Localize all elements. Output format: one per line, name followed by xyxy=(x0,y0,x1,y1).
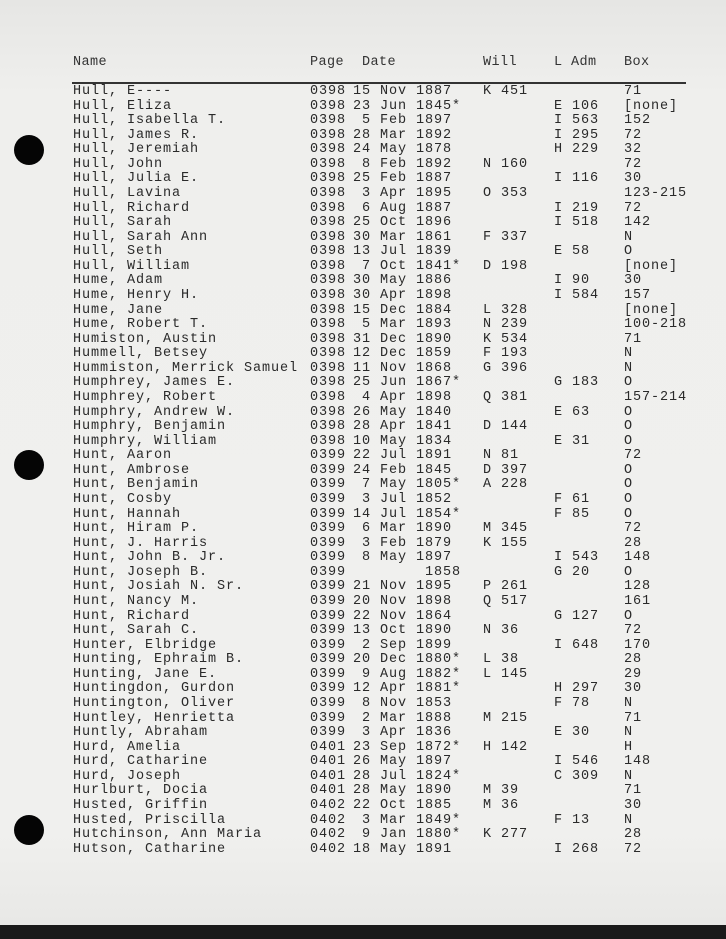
entry-box: N xyxy=(624,360,634,376)
entry-date: 22 Jul 1891 xyxy=(344,448,453,464)
entry-page: 0399 xyxy=(310,666,347,682)
entry-name: Humphry, Andrew W. xyxy=(73,404,236,420)
entry-name: Hume, Robert T. xyxy=(73,317,209,333)
entry-l-adm: I 219 xyxy=(554,200,600,216)
entry-name: Hunt, Aaron xyxy=(73,448,173,464)
entry-date: 9 Jan 1880* xyxy=(344,827,462,843)
entry-will: D 397 xyxy=(483,462,529,478)
entry-name: Hunt, Ambrose xyxy=(73,462,191,478)
entry-date: 5 Feb 1897 xyxy=(344,113,453,129)
entry-l-adm: I 518 xyxy=(554,215,600,231)
entry-will: Q 381 xyxy=(483,389,529,405)
entry-box: O xyxy=(624,375,634,391)
punch-hole xyxy=(14,815,44,845)
entry-name: Huntington, Oliver xyxy=(73,695,236,711)
entry-page: 0399 xyxy=(310,579,347,595)
entry-will: A 228 xyxy=(483,477,529,493)
entry-page: 0401 xyxy=(310,754,347,770)
entry-date: 2 Mar 1888 xyxy=(344,710,453,726)
entry-l-adm: G 20 xyxy=(554,564,591,580)
entry-page: 0398 xyxy=(310,244,347,260)
entry-l-adm: I 546 xyxy=(554,754,600,770)
entry-name: Hull, Seth xyxy=(73,244,164,260)
entry-page: 0398 xyxy=(310,404,347,420)
entry-page: 0398 xyxy=(310,171,347,187)
entry-name: Hunt, Sarah C. xyxy=(73,623,200,639)
entry-box: 72 xyxy=(624,200,643,216)
entry-box: N xyxy=(624,812,634,828)
entry-box: N xyxy=(624,695,634,711)
entry-date: 13 Oct 1890 xyxy=(344,623,453,639)
entry-will: L 328 xyxy=(483,302,529,318)
entry-page: 0399 xyxy=(310,593,347,609)
entry-box: 71 xyxy=(624,783,643,799)
entry-date: 10 May 1834 xyxy=(344,433,453,449)
entry-page: 0402 xyxy=(310,841,347,857)
entry-l-adm: H 297 xyxy=(554,681,600,697)
punch-hole xyxy=(14,450,44,480)
entry-box: 161 xyxy=(624,593,652,609)
entry-box: 72 xyxy=(624,623,643,639)
entry-will: N 36 xyxy=(483,623,520,639)
entry-date: 26 May 1897 xyxy=(344,754,453,770)
entry-page: 0398 xyxy=(310,200,347,216)
punch-hole xyxy=(14,135,44,165)
entry-box: O xyxy=(624,506,634,522)
entry-name: Humiston, Austin xyxy=(73,331,218,347)
entry-name: Hunting, Ephraim B. xyxy=(73,652,245,668)
entry-page: 0398 xyxy=(310,346,347,362)
entry-will: L 38 xyxy=(483,652,520,668)
entry-name: Hunt, Josiah N. Sr. xyxy=(73,579,245,595)
header-box: Box xyxy=(624,55,650,70)
entry-name: Hummell, Betsey xyxy=(73,346,209,362)
entry-box: O xyxy=(624,608,634,624)
entry-box: O xyxy=(624,404,634,420)
entry-page: 0398 xyxy=(310,84,347,99)
entry-will: K 155 xyxy=(483,535,529,551)
entry-name: Hunt, Nancy M. xyxy=(73,593,200,609)
entry-date: 24 Feb 1845 xyxy=(344,462,453,478)
entry-page: 0398 xyxy=(310,215,347,231)
entry-box: [none] xyxy=(624,258,679,274)
entry-will: K 451 xyxy=(483,84,529,99)
entry-date: 8 May 1897 xyxy=(344,550,453,566)
entry-box: 30 xyxy=(624,273,643,289)
entry-box: 71 xyxy=(624,331,643,347)
entry-box: O xyxy=(624,462,634,478)
entry-date: 15 Nov 1887 xyxy=(344,84,453,99)
entry-date: 28 Mar 1892 xyxy=(344,127,453,143)
entry-date: 23 Sep 1872* xyxy=(344,739,462,755)
entry-page: 0398 xyxy=(310,287,347,303)
entry-page: 0399 xyxy=(310,695,347,711)
entry-box: 72 xyxy=(624,156,643,172)
entry-date: 26 May 1840 xyxy=(344,404,453,420)
entry-box: 30 xyxy=(624,797,643,813)
entry-name: Hull, Sarah Ann xyxy=(73,229,209,245)
entry-date: 3 Mar 1849* xyxy=(344,812,462,828)
entry-will: D 144 xyxy=(483,419,529,435)
entry-name: Hurd, Amelia xyxy=(73,739,182,755)
entry-l-adm: I 543 xyxy=(554,550,600,566)
entry-name: Hunt, Joseph B. xyxy=(73,564,209,580)
entry-l-adm: F 61 xyxy=(554,491,591,507)
entry-box: 30 xyxy=(624,681,643,697)
entry-will: N 160 xyxy=(483,156,529,172)
entry-date: 2 Sep 1899 xyxy=(344,637,453,653)
entry-date: 30 May 1886 xyxy=(344,273,453,289)
entry-date: 28 Apr 1841 xyxy=(344,419,453,435)
entry-name: Huntingdon, Gurdon xyxy=(73,681,236,697)
entry-date: 21 Nov 1895 xyxy=(344,579,453,595)
entry-page: 0398 xyxy=(310,156,347,172)
entry-will: N 239 xyxy=(483,317,529,333)
entry-date: 6 Aug 1887 xyxy=(344,200,453,216)
entry-box: O xyxy=(624,419,634,435)
entry-name: Hull, E---- xyxy=(73,84,173,99)
entry-date: 13 Jul 1839 xyxy=(344,244,453,260)
entry-box: 30 xyxy=(624,171,643,187)
entry-name: Huntly, Abraham xyxy=(73,725,209,741)
entry-name: Humphry, Benjamin xyxy=(73,419,227,435)
entry-page: 0398 xyxy=(310,113,347,129)
entry-box: 157-214 xyxy=(624,389,688,405)
entry-page: 0399 xyxy=(310,564,347,580)
entry-box: 72 xyxy=(624,841,643,857)
entry-page: 0398 xyxy=(310,142,347,158)
entry-will: M 36 xyxy=(483,797,520,813)
entry-box: N xyxy=(624,725,634,741)
entry-name: Hull, Richard xyxy=(73,200,191,216)
entry-name: Huntley, Henrietta xyxy=(73,710,236,726)
entry-box: 32 xyxy=(624,142,643,158)
entry-will: D 198 xyxy=(483,258,529,274)
entry-date: 7 Oct 1841* xyxy=(344,258,462,274)
entry-l-adm: I 268 xyxy=(554,841,600,857)
entry-name: Hunting, Jane E. xyxy=(73,666,218,682)
entry-will: L 145 xyxy=(483,666,529,682)
entry-name: Hull, Sarah xyxy=(73,215,173,231)
entry-name: Hull, John xyxy=(73,156,164,172)
entry-page: 0399 xyxy=(310,477,347,493)
entry-page: 0398 xyxy=(310,389,347,405)
entry-box: 28 xyxy=(624,535,643,551)
entry-l-adm: E 30 xyxy=(554,725,591,741)
entry-page: 0398 xyxy=(310,419,347,435)
entry-name: Hunt, Hiram P. xyxy=(73,521,200,537)
entry-date: 25 Oct 1896 xyxy=(344,215,453,231)
entry-name: Hume, Jane xyxy=(73,302,164,318)
entry-date: 22 Oct 1885 xyxy=(344,797,453,813)
entry-will: H 142 xyxy=(483,739,529,755)
entry-name: Hunt, J. Harris xyxy=(73,535,209,551)
entry-date: 22 Nov 1864 xyxy=(344,608,453,624)
entry-name: Husted, Griffin xyxy=(73,797,209,813)
entry-page: 0399 xyxy=(310,681,347,697)
entry-date: 30 Apr 1898 xyxy=(344,287,453,303)
header-will: Will xyxy=(483,55,518,70)
entry-box: O xyxy=(624,244,634,260)
entry-date: 20 Nov 1898 xyxy=(344,593,453,609)
entry-box: 72 xyxy=(624,521,643,537)
entry-will: G 396 xyxy=(483,360,529,376)
entry-will: M 215 xyxy=(483,710,529,726)
entry-page: 0399 xyxy=(310,448,347,464)
entry-name: Hull, William xyxy=(73,258,191,274)
entry-name: Hutchinson, Ann Maria xyxy=(73,827,263,843)
entry-date: 4 Apr 1898 xyxy=(344,389,453,405)
entry-date: 30 Mar 1861 xyxy=(344,229,453,245)
entry-box: O xyxy=(624,477,634,493)
entry-box: 72 xyxy=(624,127,643,143)
entry-box: O xyxy=(624,491,634,507)
entry-name: Hull, Isabella T. xyxy=(73,113,227,129)
entry-page: 0399 xyxy=(310,710,347,726)
entry-name: Hull, Julia E. xyxy=(73,171,200,187)
header-page: Page xyxy=(310,55,345,70)
entry-name: Hunt, Hannah xyxy=(73,506,182,522)
entry-name: Hurd, Catharine xyxy=(73,754,209,770)
entry-l-adm: I 116 xyxy=(554,171,600,187)
entry-date: 15 Dec 1884 xyxy=(344,302,453,318)
entry-date: 9 Aug 1882* xyxy=(344,666,462,682)
entry-name: Hume, Adam xyxy=(73,273,164,289)
entry-date: 25 Feb 1887 xyxy=(344,171,453,187)
entry-page: 0402 xyxy=(310,827,347,843)
entry-box: 71 xyxy=(624,710,643,726)
entry-page: 0399 xyxy=(310,462,347,478)
entry-page: 0398 xyxy=(310,127,347,143)
entry-page: 0398 xyxy=(310,433,347,449)
entry-date: 8 Feb 1892 xyxy=(344,156,453,172)
entry-date: 20 Dec 1880* xyxy=(344,652,462,668)
entry-l-adm: I 90 xyxy=(554,273,591,289)
entry-l-adm: E 63 xyxy=(554,404,591,420)
entry-date: 31 Dec 1890 xyxy=(344,331,453,347)
entry-page: 0398 xyxy=(310,98,347,114)
entry-l-adm: F 85 xyxy=(554,506,591,522)
entry-name: Hunt, Cosby xyxy=(73,491,173,507)
entry-box: 28 xyxy=(624,827,643,843)
entry-l-adm: F 13 xyxy=(554,812,591,828)
entry-date: 28 May 1890 xyxy=(344,783,453,799)
entry-name: Humphry, William xyxy=(73,433,218,449)
entry-box: N xyxy=(624,768,634,784)
entry-l-adm: I 648 xyxy=(554,637,600,653)
entry-date: 23 Jun 1845* xyxy=(344,98,462,114)
entry-date: 11 Nov 1868 xyxy=(344,360,453,376)
scan-edge xyxy=(0,925,726,939)
entry-box: O xyxy=(624,564,634,580)
entry-page: 0402 xyxy=(310,797,347,813)
entry-name: Hunt, Benjamin xyxy=(73,477,200,493)
entry-l-adm: H 229 xyxy=(554,142,600,158)
entry-will: O 353 xyxy=(483,185,529,201)
entry-page: 0401 xyxy=(310,739,347,755)
entry-date: 14 Jul 1854* xyxy=(344,506,462,522)
entry-l-adm: E 106 xyxy=(554,98,600,114)
entry-page: 0399 xyxy=(310,623,347,639)
entry-name: Hull, James R. xyxy=(73,127,200,143)
entry-box: 71 xyxy=(624,84,643,99)
header-date: Date xyxy=(362,55,397,70)
entry-box: [none] xyxy=(624,302,679,318)
entry-page: 0398 xyxy=(310,258,347,274)
entry-box: 157 xyxy=(624,287,652,303)
entry-box: 128 xyxy=(624,579,652,595)
entry-date: 12 Apr 1881* xyxy=(344,681,462,697)
entry-page: 0399 xyxy=(310,521,347,537)
entry-name: Humphrey, James E. xyxy=(73,375,236,391)
header-name: Name xyxy=(73,55,108,70)
entry-page: 0399 xyxy=(310,550,347,566)
entry-will: K 277 xyxy=(483,827,529,843)
entry-date: 3 Jul 1852 xyxy=(344,491,453,507)
entry-page: 0401 xyxy=(310,783,347,799)
entry-page: 0398 xyxy=(310,375,347,391)
entry-l-adm: F 78 xyxy=(554,695,591,711)
entry-name: Hurd, Joseph xyxy=(73,768,182,784)
entry-date: 8 Nov 1853 xyxy=(344,695,453,711)
entry-name: Hunter, Elbridge xyxy=(73,637,218,653)
entry-date: 6 Mar 1890 xyxy=(344,521,453,537)
entry-l-adm: I 584 xyxy=(554,287,600,303)
entry-box: O xyxy=(624,433,634,449)
entry-page: 0399 xyxy=(310,608,347,624)
entry-box: [none] xyxy=(624,98,679,114)
entry-date: 1858 xyxy=(344,564,462,580)
entry-l-adm: G 183 xyxy=(554,375,600,391)
entry-box: 72 xyxy=(624,448,643,464)
entry-will: P 261 xyxy=(483,579,529,595)
entry-name: Hurlburt, Docia xyxy=(73,783,209,799)
entry-date: 5 Mar 1893 xyxy=(344,317,453,333)
entry-date: 28 Jul 1824* xyxy=(344,768,462,784)
entry-page: 0398 xyxy=(310,229,347,245)
entry-l-adm: G 127 xyxy=(554,608,600,624)
entry-will: Q 517 xyxy=(483,593,529,609)
entry-will: K 534 xyxy=(483,331,529,347)
entry-l-adm: E 31 xyxy=(554,433,591,449)
entry-date: 3 Apr 1836 xyxy=(344,725,453,741)
entry-date: 24 May 1878 xyxy=(344,142,453,158)
entry-page: 0402 xyxy=(310,812,347,828)
entry-box: 152 xyxy=(624,113,652,129)
entry-box: 28 xyxy=(624,652,643,668)
entry-box: N xyxy=(624,346,634,362)
entry-date: 3 Feb 1879 xyxy=(344,535,453,551)
entry-name: Hull, Eliza xyxy=(73,98,173,114)
entry-name: Husted, Priscilla xyxy=(73,812,227,828)
entry-date: 25 Jun 1867* xyxy=(344,375,462,391)
entry-page: 0398 xyxy=(310,317,347,333)
entry-page: 0399 xyxy=(310,506,347,522)
entry-page: 0399 xyxy=(310,637,347,653)
entry-page: 0398 xyxy=(310,185,347,201)
entry-l-adm: I 295 xyxy=(554,127,600,143)
entry-date: 7 May 1805* xyxy=(344,477,462,493)
entry-page: 0399 xyxy=(310,491,347,507)
entry-date: 18 May 1891 xyxy=(344,841,453,857)
entry-name: Hunt, Richard xyxy=(73,608,191,624)
entry-box: 123-215 xyxy=(624,185,688,201)
entry-box: 100-218 xyxy=(624,317,688,333)
entry-page: 0398 xyxy=(310,331,347,347)
entry-page: 0398 xyxy=(310,302,347,318)
entry-will: F 337 xyxy=(483,229,529,245)
entry-page: 0398 xyxy=(310,360,347,376)
entry-date: 3 Apr 1895 xyxy=(344,185,453,201)
entry-page: 0398 xyxy=(310,273,347,289)
entry-name: Hutson, Catharine xyxy=(73,841,227,857)
header-l-adm: L Adm xyxy=(554,55,597,70)
entry-name: Hummiston, Merrick Samuel xyxy=(73,360,299,376)
entry-date: 12 Dec 1859 xyxy=(344,346,453,362)
entry-box: 148 xyxy=(624,550,652,566)
entry-name: Humphrey, Robert xyxy=(73,389,218,405)
entry-page: 0399 xyxy=(310,725,347,741)
entry-page: 0401 xyxy=(310,768,347,784)
entry-page: 0399 xyxy=(310,652,347,668)
entry-will: F 193 xyxy=(483,346,529,362)
entry-box: N xyxy=(624,229,634,245)
entry-name: Hunt, John B. Jr. xyxy=(73,550,227,566)
entry-l-adm: C 309 xyxy=(554,768,600,784)
entry-name: Hume, Henry H. xyxy=(73,287,200,303)
entry-box: 29 xyxy=(624,666,643,682)
entry-box: H xyxy=(624,739,634,755)
entry-will: M 39 xyxy=(483,783,520,799)
entry-l-adm: I 563 xyxy=(554,113,600,129)
entry-name: Hull, Jeremiah xyxy=(73,142,200,158)
entry-box: 142 xyxy=(624,215,652,231)
entry-will: N 81 xyxy=(483,448,520,464)
entry-box: 170 xyxy=(624,637,652,653)
entry-box: 148 xyxy=(624,754,652,770)
entry-will: M 345 xyxy=(483,521,529,537)
entry-name: Hull, Lavina xyxy=(73,185,182,201)
entry-page: 0399 xyxy=(310,535,347,551)
entry-l-adm: E 58 xyxy=(554,244,591,260)
